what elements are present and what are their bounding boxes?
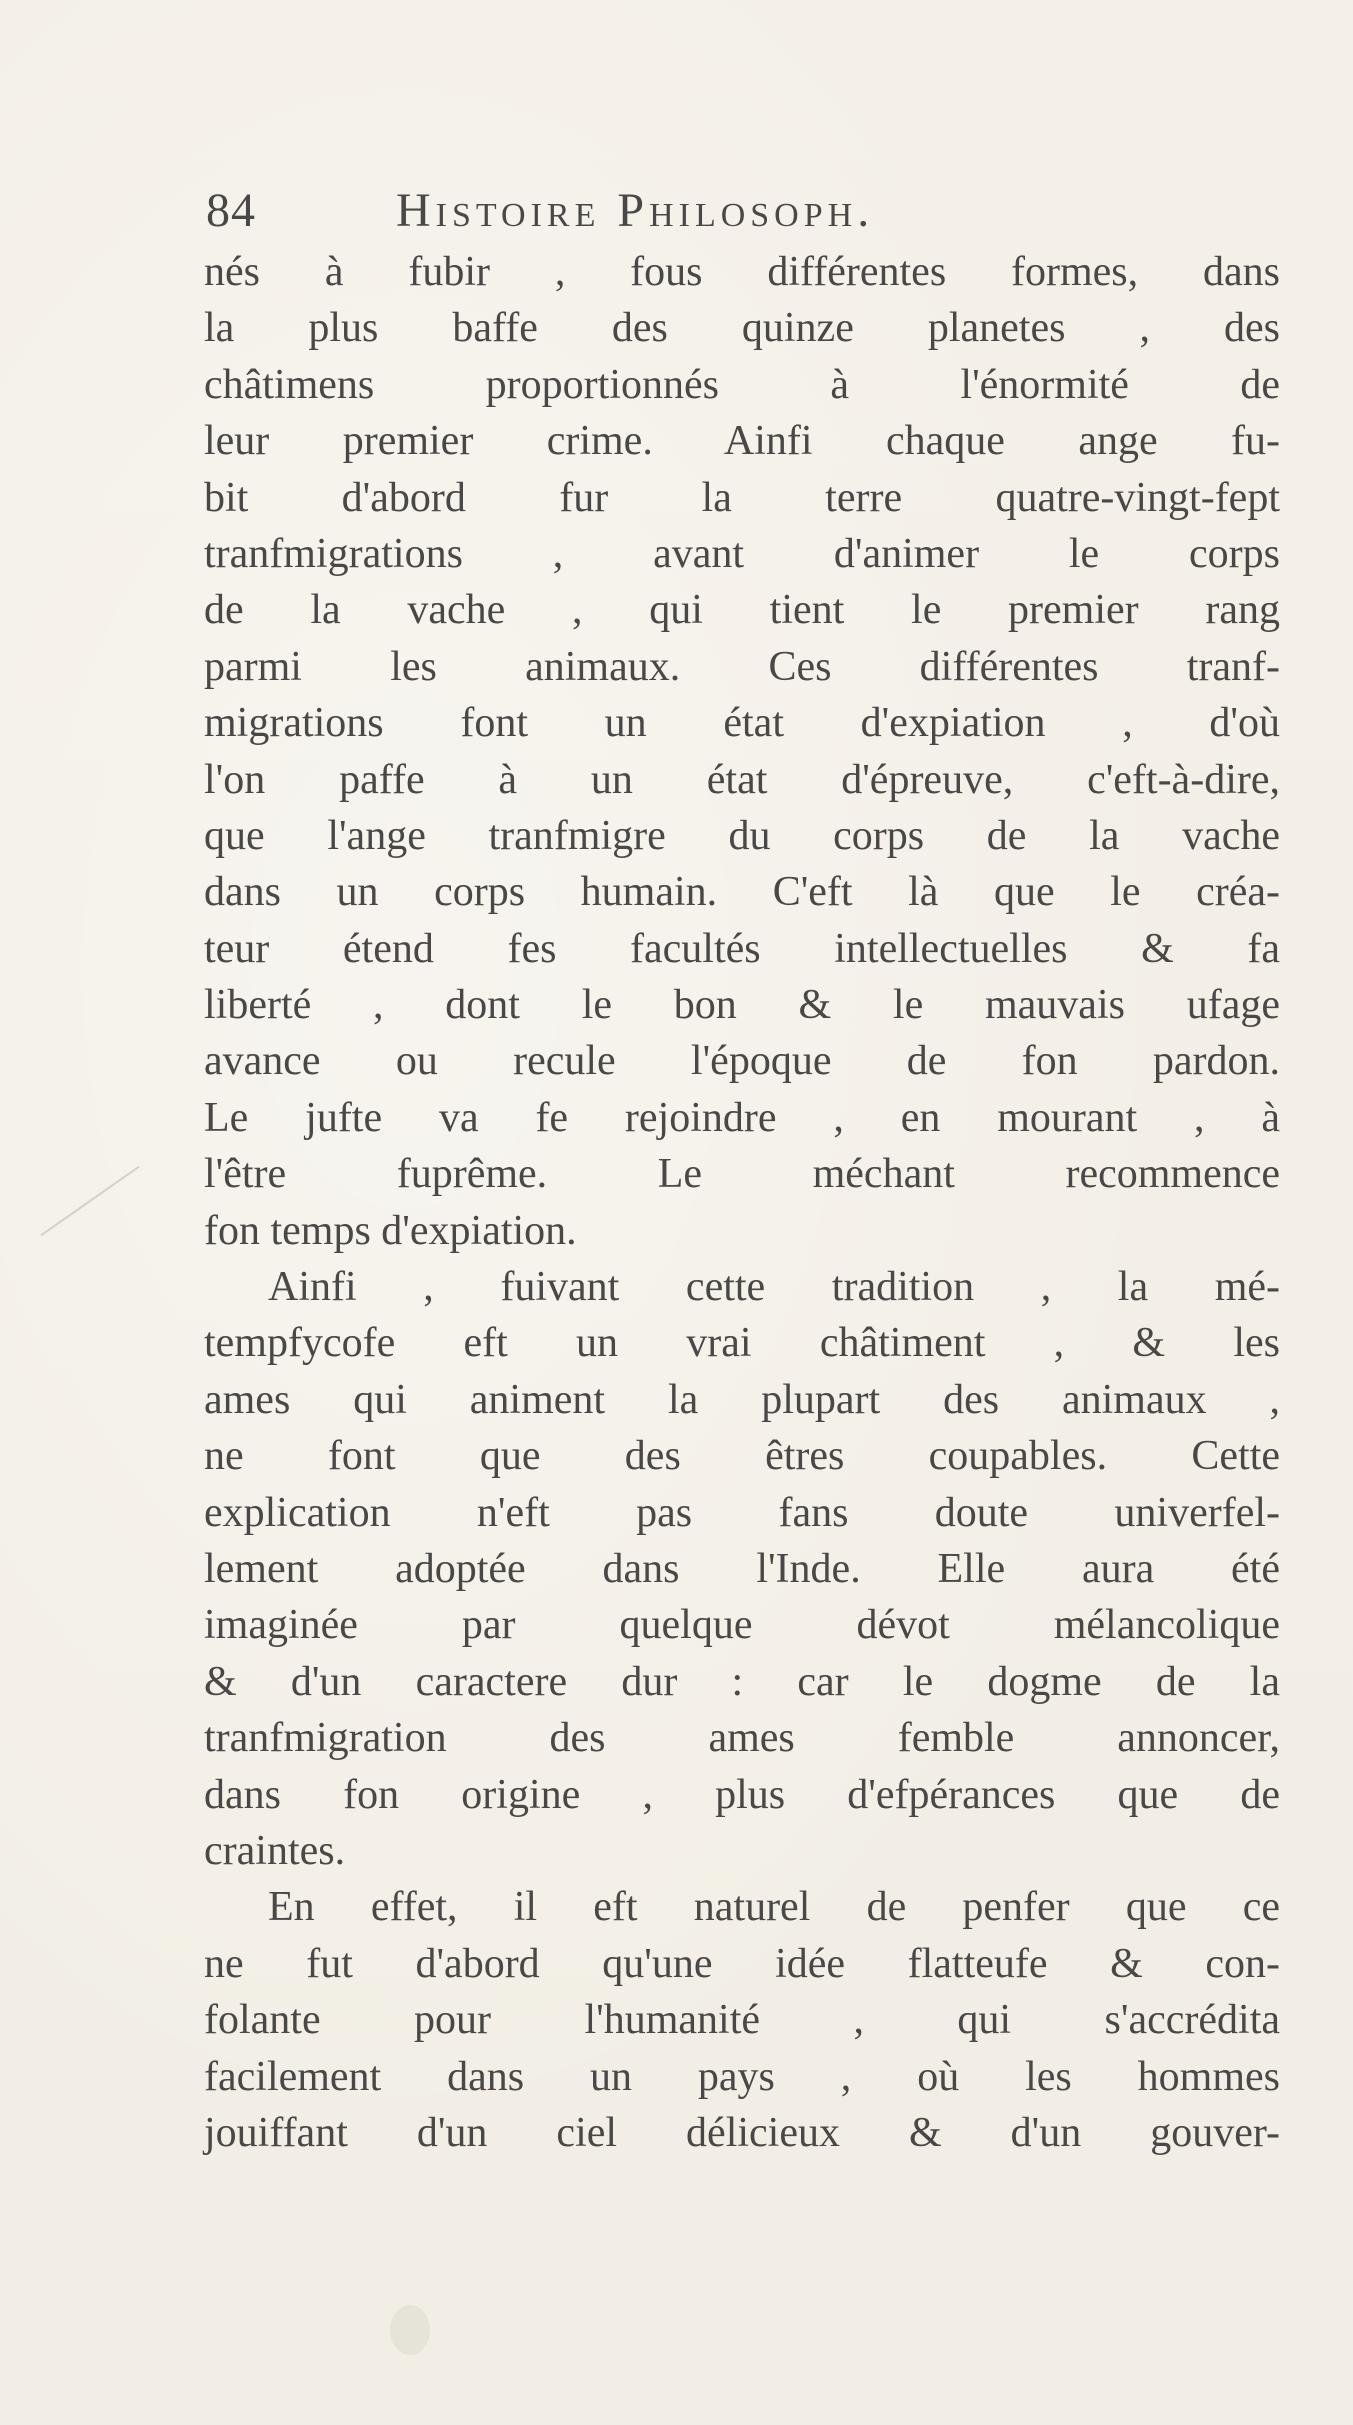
paper-crease [40, 1166, 139, 1236]
text-line: l'on paffe à un état d'épreuve, c'eft-à-dire, [204, 756, 1280, 803]
page-header [206, 178, 1226, 244]
text-line: ne font que des êtres coupables. Cette [204, 1433, 1280, 1480]
text-line: & d'un caractere dur : car le dogme de la [204, 1658, 1280, 1705]
text-line: parmi les animaux. Ces différentes tranf- [204, 643, 1280, 690]
text-line: la plus baffe des quinze planetes , des [204, 305, 1280, 352]
text-line: liberté , dont le bon & le mauvais ufage [204, 982, 1280, 1029]
text-line: l'être fuprême. Le méchant recommence [204, 1151, 1280, 1198]
text-line: leur premier crime. Ainfi chaque ange fu- [204, 418, 1280, 465]
text-line: explication n'eft pas fans doute univerfel- [204, 1489, 1280, 1536]
text-line: châtimens proportionnés à l'énormité de [204, 361, 1280, 408]
text-line: teur étend fes facultés intellectuelles & fa [204, 925, 1280, 972]
text-line: nés à fubir , fous différentes formes, dans [204, 249, 1280, 295]
text-line: facilement dans un pays , où les hommes [204, 2053, 1280, 2100]
text-line: dans un corps humain. C'eft là que le créa- [204, 869, 1280, 916]
text-line: bit d'abord fur la terre quatre-vingt-fept [204, 474, 1280, 521]
body-text [204, 244, 1280, 2161]
text-line: tempfycofe eft un vrai châtiment , & les [204, 1320, 1280, 1367]
text-line: jouiffant d'un ciel délicieux & d'un gouver- [204, 2109, 1280, 2156]
text-line: ne fut d'abord qu'une idée flatteufe & con- [204, 1940, 1280, 1987]
text-line: fon temps d'expiation. [204, 1207, 577, 1254]
text-line: avance ou recule l'époque de fon pardon. [204, 1038, 1280, 1085]
text-line: que l'ange tranfmigre du corps de la vache [204, 812, 1280, 859]
text-line: de la vache , qui tient le premier rang [204, 587, 1280, 634]
text-line: tranfmigration des ames femble annoncer, [204, 1715, 1280, 1762]
running-title: Histoire Philosoph. [396, 184, 875, 237]
text-line: craintes. [204, 1827, 346, 1874]
text-line: imaginée par quelque dévot mélancolique [204, 1602, 1280, 1649]
ink-bleed-mark [390, 2305, 430, 2355]
text-line: Ainfi , fuivant cette tradition , la mé- [268, 1264, 1280, 1311]
text-line: tranfmigrations , avant d'animer le corps [204, 530, 1280, 577]
text-line: En effet, il eft naturel de penfer que ce [268, 1884, 1280, 1931]
text-line: Le jufte va fe rejoindre , en mourant , à [204, 1094, 1280, 1141]
page-number: 84 [206, 184, 256, 237]
text-line: folante pour l'humanité , qui s'accrédita [204, 1997, 1280, 2044]
text-line: dans fon origine , plus d'efpérances que de [204, 1771, 1280, 1818]
text-line: ames qui animent la plupart des animaux , [204, 1376, 1280, 1423]
text-line: lement adoptée dans l'Inde. Elle aura été [204, 1545, 1280, 1592]
text-line: migrations font un état d'expiation , d'où [204, 700, 1280, 747]
